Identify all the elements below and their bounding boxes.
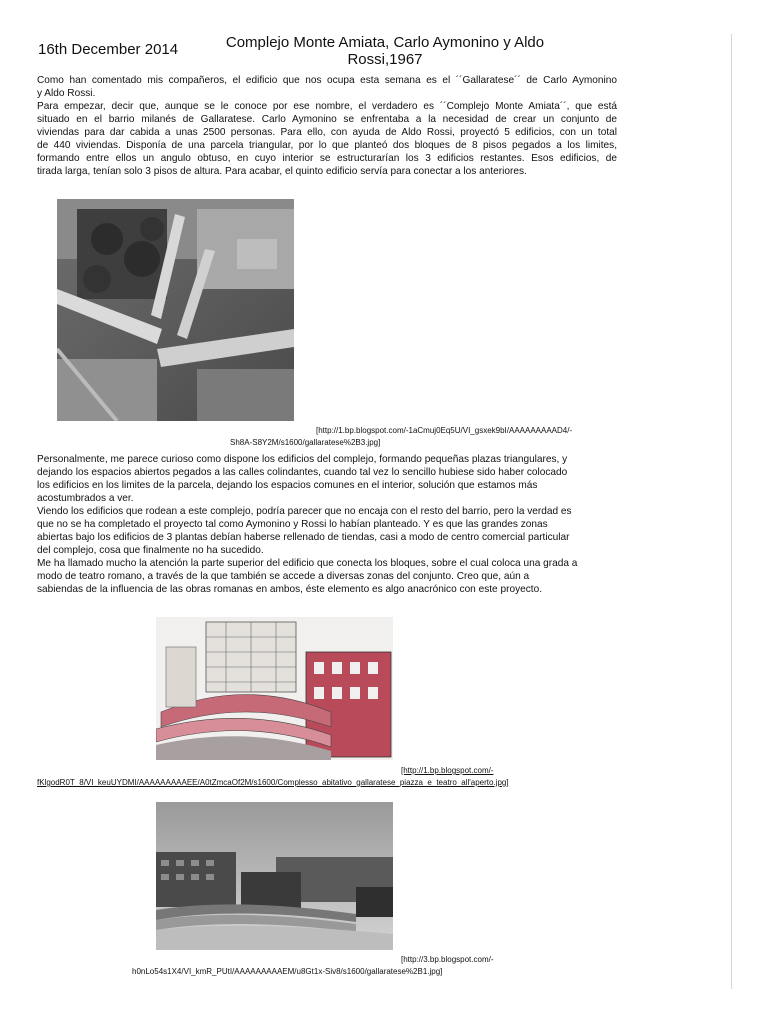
text-line: que no se ha completado el proyecto tal como Aymonino y Rossi lo habían planteado. Y es que las grandes zonas xyxy=(37,519,548,530)
text-line: Viendo los edificios que rodean a este complejo, podría parecer que no encaja con el resto del barrio, pero la verdad es xyxy=(37,506,572,517)
text-line: y Aldo Rossi. xyxy=(37,88,96,99)
text-line: dejando los espacios abiertos pegados a las calles colindantes, cuando tal vez lo sencillo hubiese sido haber colocado xyxy=(37,467,568,478)
sketch-drawing xyxy=(156,617,393,760)
sketch-drawing-graphic xyxy=(156,617,393,760)
text-line: los edificios en los limites de la parcela, dejando los espacios comunes en el interior, solución que estamos más xyxy=(37,480,538,491)
text-line: Me ha llamado mucho la atención la parte superior del edificio que conecta los bloques, sobre el cual coloca una grada a xyxy=(37,558,578,569)
text-line: Para empezar, decir que, aunque se le conoce por ese nombre, el verdadero es ´´Complejo Monte Amiata´´, que está xyxy=(37,101,617,112)
paragraph-intro xyxy=(37,74,617,178)
image-3-source-line-1: [http://3.bp.blogspot.com/- xyxy=(401,955,494,964)
image-2-source-line-2[interactable]: fKlgodR0T_8/VI_keuUYDMI/AAAAAAAAAEE/A0tZmcaOf2M/s1600/Complesso_abitativo_gallaratese_piazza_e_teatro_all'aperto.jpg] xyxy=(37,778,509,787)
paragraph-opinion xyxy=(37,453,617,596)
image-1-source-line-2: Sh8A-S8Y2M/s1600/gallaratese%2B3.jpg] xyxy=(230,438,381,447)
text-line: formando entre ellos un angulo obtuso, en cuyo interior se estructurarían los 3 edificios restantes. Esos edificios, de xyxy=(37,153,617,164)
text-line: situado en el barrio milanés de Gallaratese. Carlo Aymonino se enfrentaba a la necesidad de crear un conjunto de xyxy=(37,114,617,125)
text-line: modo de teatro romano, a través de la que también se accede a diversas zonas del conjunto. Creo que, aún a xyxy=(37,571,530,582)
image-1-source-line-1: [http://1.bp.blogspot.com/-1aCmuj0Eq5U/VI_gsxek9bI/AAAAAAAAAD4/- xyxy=(316,426,573,435)
text-line: de 440 viviendas. Disponía de una parcela triangular, por lo que planteó dos bloques de 8 pisos pegados a los limites, xyxy=(37,140,617,151)
aerial-photo xyxy=(57,199,294,421)
post-date: 16th December 2014 xyxy=(38,41,179,58)
image-3-source-line-2: h0nLo54s1X4/VI_kmR_PUtI/AAAAAAAAAEM/u8Gt1x-Siv8/s1600/gallaratese%2B1.jpg] xyxy=(132,967,443,976)
text-line: sabiendas de la influencia de las obras romanas en ambos, éste elemento es algo anacrónico con este proyecto. xyxy=(37,584,542,595)
post-title-line-1: Complejo Monte Amiata, Carlo Aymonino y Aldo xyxy=(225,34,545,51)
page-edge-rule xyxy=(731,34,732,989)
text-line: viviendas para dar cabida a unas 2500 personas. Para ello, con ayuda de Aldo Rossi, proyectó 5 edificios, con un total xyxy=(37,127,617,138)
text-line: del complejo, cosa que finalmente no ha sucedido. xyxy=(37,545,264,556)
text-line: Como han comentado mis compañeros, el edificio que nos ocupa esta semana es el ´´Gallaratese´´ de Carlo Aymonino xyxy=(37,75,617,86)
text-line: Personalmente, me parece curioso como dispone los edificios del complejo, formando pequeñas plazas triangulares, y xyxy=(37,454,568,465)
text-line: acostumbrados a ver. xyxy=(37,493,134,504)
text-line: abiertas bajo los edificios de 3 plantas debían haberse rellenado de tiendas, casi a modo de centro comercial particular xyxy=(37,532,570,543)
amphitheater-photo xyxy=(156,802,393,950)
post-title xyxy=(210,34,560,68)
text-line: tirada larga, tenían solo 3 pisos de altura. Para acabar, el quinto edificio servía para conectar a los anteriores. xyxy=(37,166,527,177)
post-title-line-2: Rossi,1967 xyxy=(347,51,423,68)
amphitheater-photo-graphic xyxy=(156,802,393,950)
aerial-photo-graphic xyxy=(57,199,294,421)
image-2-source-line-1[interactable]: [http://1.bp.blogspot.com/- xyxy=(401,766,494,775)
